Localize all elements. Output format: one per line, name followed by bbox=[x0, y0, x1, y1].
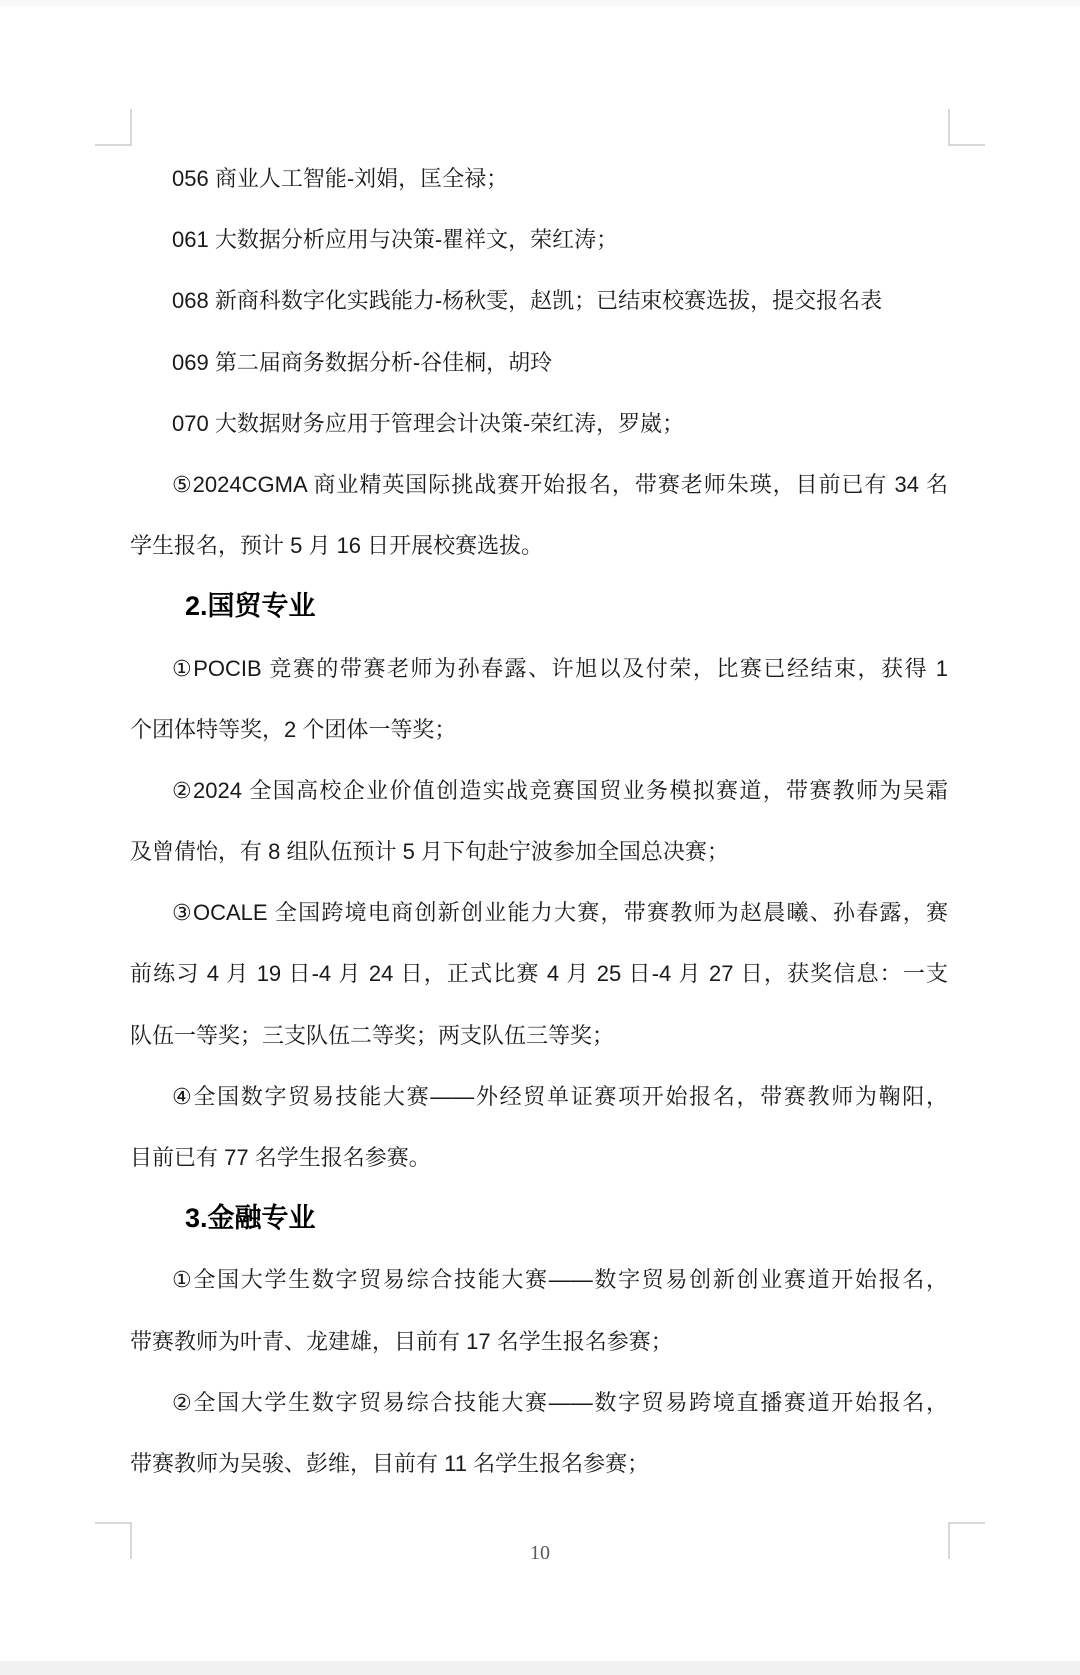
text-line: 070 大数据财务应用于管理会计决策-荣红涛，罗崴； bbox=[172, 410, 685, 436]
page-bottom-edge bbox=[0, 1661, 1080, 1675]
text-line: ②全国大学生数字贸易综合技能大赛——数字贸易跨境直播赛道开始报名， bbox=[172, 1389, 948, 1415]
section-heading: 3.金融专业 bbox=[185, 1203, 316, 1234]
text-line: 及曾倩怡，有 8 组队伍预计 5 月下旬赴宁波参加全国总决赛； bbox=[130, 839, 729, 865]
document-lines bbox=[130, 148, 948, 1494]
text-line: ③OCALE 全国跨境电商创新创业能力大赛，带赛教师为赵晨曦、孙春露，赛 bbox=[172, 900, 948, 926]
text-line: ①全国大学生数字贸易综合技能大赛——数字贸易创新创业赛道开始报名， bbox=[172, 1267, 948, 1293]
text-line: 068 新商科数字化实践能力-杨秋雯，赵凯；已结束校赛选拔，提交报名表 bbox=[172, 288, 883, 314]
text-line: 056 商业人工智能-刘娟，匡全禄； bbox=[172, 166, 509, 191]
text-line: 队伍一等奖；三支队伍二等奖；两支队伍三等奖； bbox=[130, 1022, 615, 1048]
text-line: 前练习 4 月 19 日-4 月 24 日，正式比赛 4 月 25 日-4 月 27 日，获奖信息：一支 bbox=[130, 961, 948, 987]
text-line: 061 大数据分析应用与决策-瞿祥文，荣红涛； bbox=[172, 227, 619, 253]
text-line: 个团体特等奖，2 个团体一等奖； bbox=[130, 716, 457, 742]
crop-mark-top-right bbox=[948, 109, 985, 146]
text-line: ①POCIB 竞赛的带赛老师为孙春露、许旭以及付荣，比赛已经结束，获得 1 bbox=[172, 655, 948, 681]
text-line: ②2024 全国高校企业价值创造实战竞赛国贸业务模拟赛道，带赛教师为吴霜 bbox=[172, 777, 948, 803]
text-line: 目前已有 77 名学生报名参赛。 bbox=[130, 1145, 431, 1170]
section-heading: 2.国贸专业 bbox=[185, 591, 316, 622]
text-line: ④全国数字贸易技能大赛——外经贸单证赛项开始报名，带赛教师为鞠阳， bbox=[172, 1083, 948, 1109]
text-line: ⑤2024CGMA 商业精英国际挑战赛开始报名，带赛老师朱瑛，目前已有 34 名 bbox=[172, 471, 948, 497]
page-number: 10 bbox=[530, 1542, 550, 1564]
page-top-edge bbox=[0, 0, 1080, 6]
crop-mark-top-left bbox=[95, 109, 132, 146]
text-line: 学生报名，预计 5 月 16 日开展校赛选拔。 bbox=[130, 533, 544, 559]
text-line: 069 第二届商务数据分析-谷佳桐，胡玲 bbox=[172, 349, 553, 375]
text-line: 带赛教师为吴骏、彭维，目前有 11 名学生报名参赛； bbox=[130, 1450, 650, 1476]
text-line: 带赛教师为叶青、龙建雄，目前有 17 名学生报名参赛； bbox=[130, 1328, 673, 1354]
